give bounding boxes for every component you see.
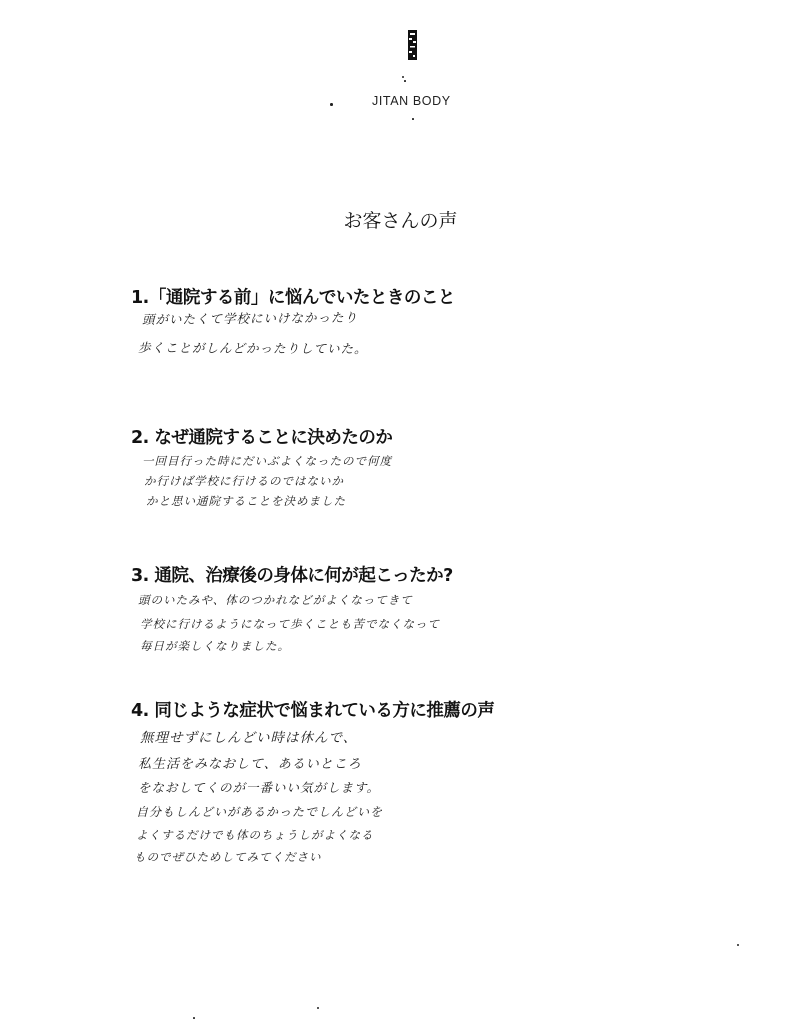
answer-line: 学校に行けるようになって歩くことも苦でなくなって xyxy=(140,617,440,631)
header-stamp-mark xyxy=(408,30,417,60)
page-title: お客さんの声 xyxy=(343,210,458,232)
scan-speck xyxy=(317,1007,319,1009)
scan-speck xyxy=(737,944,739,946)
scan-speck xyxy=(330,103,333,106)
scan-speck xyxy=(412,118,414,120)
answer-line: 一回目行った時にだいぶよくなったので何度 xyxy=(142,454,392,468)
scan-speck xyxy=(402,76,404,78)
answer-line: 自分もしんどいがあるかったでしんどいを xyxy=(136,805,384,819)
question-2: 2. なぜ通院することに決めたのか xyxy=(131,428,393,448)
answer-line: をなおしてくのが一番いい気がします。 xyxy=(138,780,381,795)
answer-line: ものでぜひためしてみてください xyxy=(134,850,322,864)
question-1: 1.「通院する前」に悩んでいたときのこと xyxy=(131,288,455,308)
question-3: 3. 通院、治療後の身体に何が起こったか? xyxy=(131,566,453,586)
answer-line: 頭がいたくて学校にいけなかったり xyxy=(141,309,359,327)
question-4: 4. 同じような症状で悩まれている方に推薦の声 xyxy=(131,701,495,721)
answer-line: よくするだけでも体のちょうしがよくなる xyxy=(136,828,374,842)
answer-line: 頭のいたみや、体のつかれなどがよくなってきて xyxy=(138,593,413,607)
answer-line: 歩くことがしんどかったりしていた。 xyxy=(137,340,368,357)
answer-line: か行けば学校に行けるのではないか xyxy=(144,474,344,488)
scan-speck xyxy=(404,80,406,82)
answer-line: かと思い通院することを決めました xyxy=(146,494,346,508)
answer-line: 無理せずにしんどい時は休んで、 xyxy=(140,730,358,746)
brand-name: JITAN BODY xyxy=(372,94,451,108)
answer-line: 私生活をみなおして、あるいところ xyxy=(138,757,362,772)
answer-line: 毎日が楽しくなりました。 xyxy=(140,639,290,653)
scan-speck xyxy=(193,1017,195,1019)
